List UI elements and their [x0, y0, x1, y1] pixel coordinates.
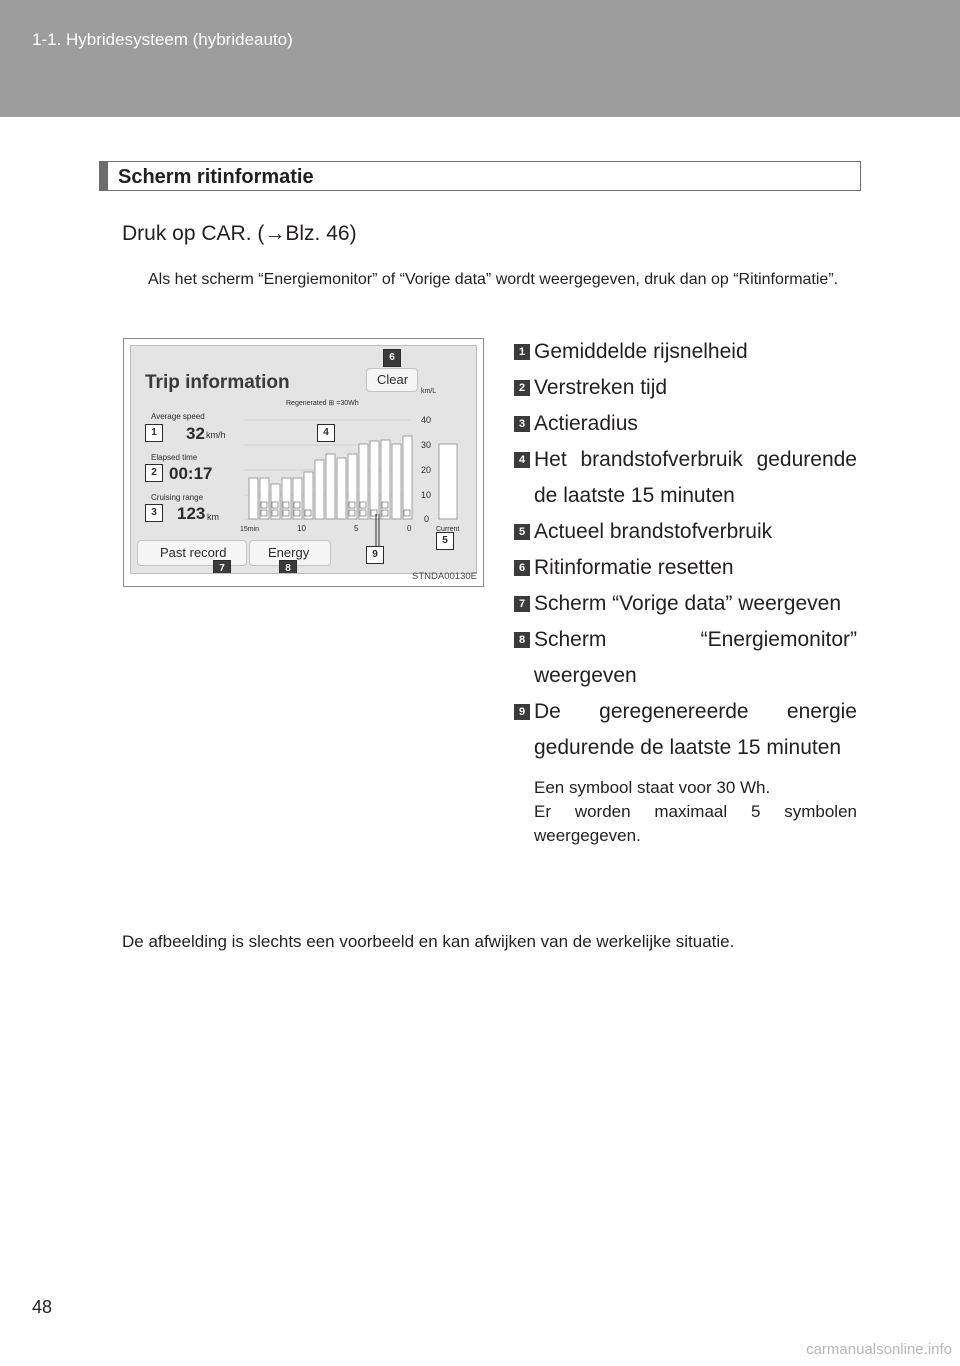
cruising-range-value: 123: [177, 504, 206, 523]
y-tick-40: 40: [421, 415, 432, 425]
list-item: [514, 586, 857, 622]
item-number: 4: [514, 452, 530, 468]
list-item: [514, 334, 857, 370]
callout-1: 1: [145, 424, 163, 442]
item-number: 2: [514, 380, 530, 396]
trip-info-screen: [130, 345, 477, 574]
item-text: Scherm “Energiemonitor” weergeven: [534, 628, 857, 687]
list-item: [514, 514, 857, 550]
item-number: 5: [514, 524, 530, 540]
past-record-label: Past record: [160, 545, 227, 560]
list-item: [514, 370, 857, 406]
item-number: 8: [514, 632, 530, 648]
item-9-note: Een symbool staat voor 30 Wh.: [534, 778, 771, 797]
instruction-note: Als het scherm “Energiemonitor” of “Vorige data” wordt weergegeven, druk dan op “Ritinformatie”.: [148, 271, 839, 288]
regenerated-legend: Regenerated ⊞ =30Wh: [286, 400, 359, 407]
item-text: Scherm “Vorige data” weergeven: [534, 592, 841, 615]
image-disclaimer: De afbeelding is slechts een voorbeeld en kan afwijken van de werkelijke situatie.: [122, 932, 735, 951]
instruction-step: Druk op CAR. (→Blz. 46): [122, 222, 357, 245]
chapter-title: 1-1. Hybridesysteem (hybrideauto): [32, 30, 293, 49]
legend-list: [514, 334, 857, 848]
clear-button[interactable]: [366, 368, 418, 392]
item-text: Het brandstofverbruik gedurende de laatste 15 minuten: [534, 448, 857, 507]
list-item: [514, 694, 857, 766]
average-speed-label: Average speed: [151, 412, 205, 421]
x-tick-5: 5: [354, 524, 359, 532]
item-text: Gemiddelde rijsnelheid: [534, 340, 748, 363]
unit-label: km/L: [421, 388, 437, 395]
list-item: [514, 442, 857, 514]
list-item: [514, 406, 857, 442]
item-text: Actueel brandstofverbruik: [534, 520, 773, 543]
item-9-note: Er worden maximaal 5 symbolen weergegeven.: [534, 802, 857, 845]
y-tick-0: 0: [424, 514, 430, 524]
list-item: [514, 550, 857, 586]
average-speed-value: 32: [186, 424, 205, 443]
section-heading: [99, 161, 861, 191]
average-speed-unit: km/h: [206, 430, 226, 440]
item-number: 1: [514, 344, 530, 360]
x-tick-10: 10: [297, 524, 306, 532]
item-text: De geregenereerde energie gedurende de laatste 15 minuten: [534, 700, 857, 759]
y-tick-20: 20: [421, 465, 432, 475]
cruising-range-unit: km: [207, 512, 219, 522]
trip-info-figure: [123, 338, 484, 587]
elapsed-time-value: 00:17: [169, 464, 213, 483]
section-title: Scherm ritinformatie: [118, 166, 314, 188]
callout-8: 8: [279, 560, 297, 574]
item-text: Ritinformatie resetten: [534, 556, 734, 579]
item-number: 9: [514, 704, 530, 720]
figure-code: STNDA00130E: [412, 571, 477, 582]
callout-3: 3: [145, 504, 163, 522]
cruising-range-label: Cruising range: [151, 493, 204, 502]
callout-2: 2: [145, 464, 163, 482]
clear-label: Clear: [377, 372, 409, 387]
x-tick-0: 0: [407, 524, 412, 532]
page-number: 48: [32, 1297, 53, 1317]
screen-title: Trip information: [145, 372, 290, 393]
callout-5: 5: [436, 532, 454, 550]
callout-7: 7: [213, 560, 231, 574]
section-heading-marker: [100, 162, 108, 190]
energy-label: Energy: [268, 545, 310, 560]
current-label: Current: [436, 526, 460, 532]
item-text: Verstreken tijd: [534, 376, 668, 399]
watermark: carmanualsonline.info: [806, 1341, 952, 1358]
callout-4: 4: [317, 424, 335, 442]
callout-9: 9: [366, 546, 384, 564]
item-number: 3: [514, 416, 530, 432]
elapsed-time-label: Elapsed time: [151, 453, 198, 462]
y-tick-10: 10: [421, 490, 432, 500]
callout-6: 6: [383, 349, 401, 367]
y-tick-30: 30: [421, 440, 432, 450]
x-tick-15min: 15min: [240, 526, 260, 532]
item-text: Actieradius: [534, 412, 638, 435]
item-number: 7: [514, 596, 530, 612]
header-bar: [0, 0, 960, 117]
list-item: [514, 622, 857, 694]
item-number: 6: [514, 560, 530, 576]
fuel-consumption-chart: [239, 402, 469, 532]
